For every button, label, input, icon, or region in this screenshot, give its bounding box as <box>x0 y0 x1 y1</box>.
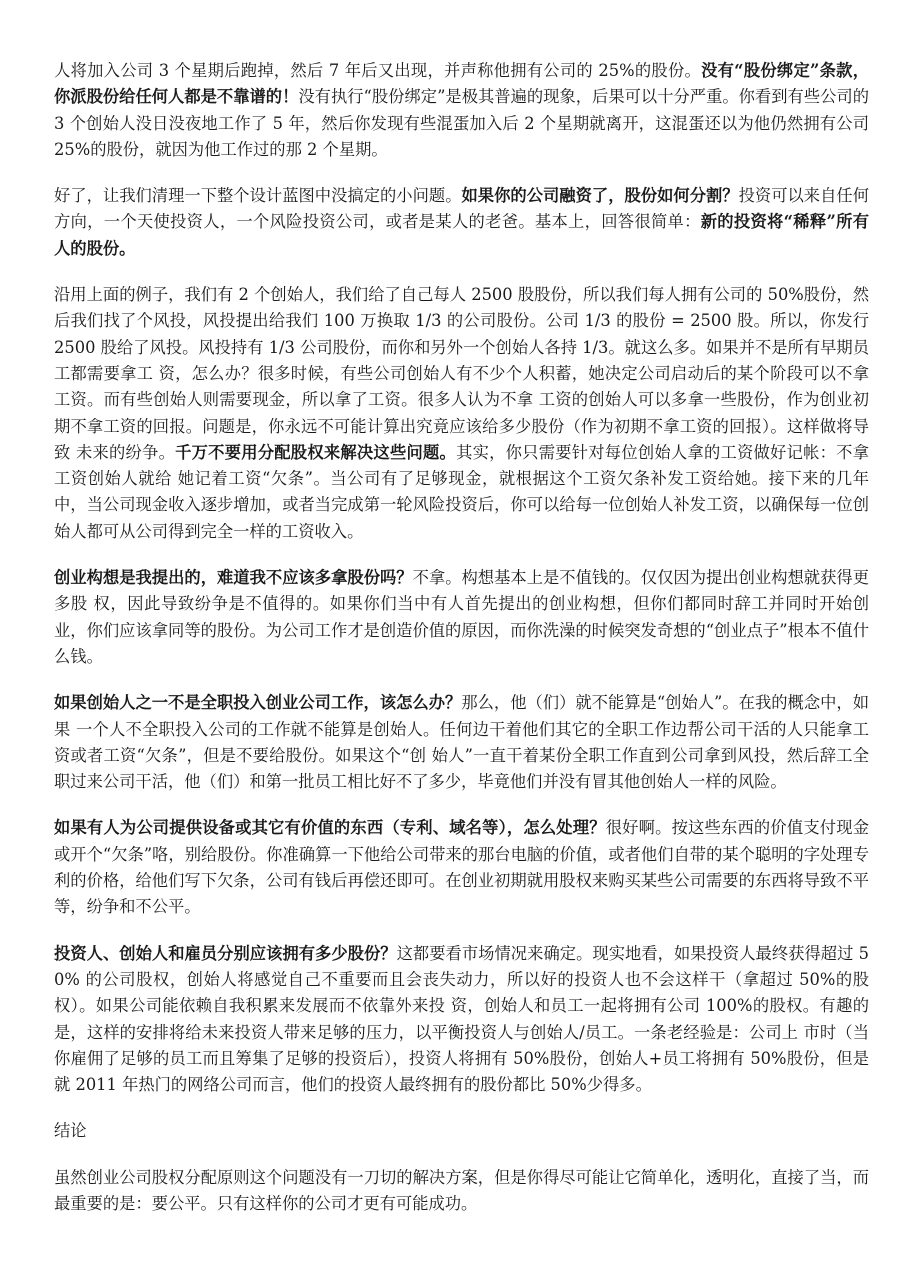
paragraph-example-salary <box>54 282 869 545</box>
bold-text-run: 如果有人为公司提供设备或其它有价值的东西（专利、域名等），怎么处理？ <box>54 818 606 838</box>
bold-text-run: 没有“股份绑定”条款，你派股份给任何人都是不靠谱的！ <box>54 61 870 107</box>
conclusion-paragraph: 虽然创业公司股权分配原则这个问题没有一刀切的解决方案，但是你得尽可能让它简单化，透明化，直接了当，而最重要的是：要公平。只有这样你的公司才更有可能成功。 <box>54 1167 869 1213</box>
bold-text-run: 如果创始人之一不是全职投入创业公司工作，该怎么办？ <box>54 693 462 713</box>
text-run: 不拿。构想基本上是不值钱的。仅仅因为提出创业构想就获得更多股 权，因此导致纷争是不值得的。如果你们当中有人首先提出的创业构想，但你们都同时辞工并同时开始创业，你们应该拿同等的股份。为公司工作才是创造价值的原因，而你洗澡的时候突发奇想的“创业点子”根本不值什么钱。 <box>54 568 869 666</box>
text-run: 没有执行“股份绑定”是极其普遍的现象，后果可以十分严重。你看到有些公司的 3 个创始人没日没夜地工作了 5 年，然后你发现有些混蛋加入后 2 个星期就离开，这混蛋还以为他仍然拥有公司 25%的股份，就因为他工作过的那 2 个星期。 <box>54 87 869 159</box>
text-run: 投资可以来自任何方向，一个天使投资人，一个风险投资公司，或者是某人的老爸。基本上，回答很简单： <box>54 186 869 232</box>
paragraph-financing-dilution <box>54 183 869 262</box>
bold-text-run: 创业构想是我提出的，难道我不应该多拿股份吗？ <box>54 568 413 588</box>
text-run: 人将加入公司 3 个星期后跑掉，然后 7 年后又出现，并声称他拥有公司的 25%的股份。 <box>54 61 702 80</box>
paragraph-part-time-founder <box>54 690 869 795</box>
text-run: 很好啊。按这些东西的价值支付现金或开个“欠条”咯，别给股份。你准确算一下他给公司带来的那台电脑的价值，或者他们自带的某个聪明的字处理专利的价格，给他们写下欠条，公司有钱后再偿还即可。在创业初期就用股权来购买某些公司需要的东西将导致不平等，纷争和不公平。 <box>54 818 869 917</box>
text-run: 这都要看市场情况来确定。现实地看，如果投资人最终获得超过 50% 的公司股权，创始人将感觉自己不重要而且会丧失动力，所以好的投资人也不会这样干（拿超过 50%的股权）。如果公司能依赖自我积累来发展而不依靠外来投 资，创始人和员工一起将拥有公司 100%的股权。有趣的是，这样的安排将给未来投资人带来足够的压力，以平衡投资人与创始人/员工。一条老经验是：公司上 市时（当你雇佣了足够的员工而且筹集了足够的投资后），投资人将拥有 50%股份，创始人+员工将拥有 50%股份，但是就 2011 年热门的网络公司而言，他们的投资人最终拥有的股份都比 50%少得多。 <box>54 943 869 1095</box>
text-run: 那么，他（们）就不能算是“创始人”。在我的概念中，如果 一个人不全职投入公司的工作就不能算是创始人。任何边干着他们其它的全职工作边帮公司干活的人只能拿工资或者工资“欠条”，但是不要给股份。如果这个“创 始人”一直干着某份全职工作直到公司拿到风投，然后辞工全职过来公司干活，他（们）和第一批员工相比好不了多少，毕竟他们并没有冒其他创始人一样的风险。 <box>54 693 869 792</box>
text-run: 好了，让我们清理一下整个设计蓝图中没搞定的小问题。 <box>54 186 462 206</box>
conclusion-heading: 结论 <box>54 1121 87 1141</box>
bold-text-run: 如果你的公司融资了，股份如何分割？ <box>461 186 739 206</box>
bold-text-run: 投资人、创始人和雇员分别应该拥有多少股份？ <box>54 943 397 963</box>
text-run: 沿用上面的例子，我们有 2 个创始人，我们给了自己每人 2500 股股份，所以我们每人拥有公司的 50%股份，然后我们找了个风投，风投提出给我们 100 万换取 1/3 的公司股份。公司 1/3 的股份 = 2500 股。所以，你发行 2500 股给了风投。风投持有 1/3 公司股份，而你和另外一个创始人各持 1/3。就这么多。如果并不是所有早期员工都需要拿工 资，怎么办？很多时候，有些公司创始人有不少个人积蓄，她决定公司启动后的某个阶段可以不拿工资。而有些创始人则需要现金，所以拿了工资。很多人认为不拿 工资的创始人可以多拿一些股份，作为创业初期不拿工资的回报。问题是，你永远不可能计算出究竟应该给多少股份（作为初期不拿工资的回报）。这样做将导致 未来的纷争。 <box>54 285 869 462</box>
paragraph-equipment-contribution <box>54 815 869 920</box>
paragraph-idea-ownership <box>54 565 869 670</box>
paragraph-ownership-split <box>54 941 869 1099</box>
paragraph-share-vesting <box>54 58 869 163</box>
bold-text-run: 千万不要用分配股权来解决这些问题。 <box>175 442 457 462</box>
text-run: 其实，你只需要针对每位创始人拿的工资做好记帐：不拿工资创始人就给 她记着工资“欠条”。当公司有了足够现金，就根据这个工资欠条补发工资给她。接下来的几年中，当公司现金收入逐步增加，或者当完成第一轮风险投资后，你可以给每一位创始人补发工资，以确保每一位创始人都可从公司得到完全一样的工资收入。 <box>54 442 869 541</box>
bold-text-run: 新的投资将“稀释”所有人的股份。 <box>54 212 869 258</box>
